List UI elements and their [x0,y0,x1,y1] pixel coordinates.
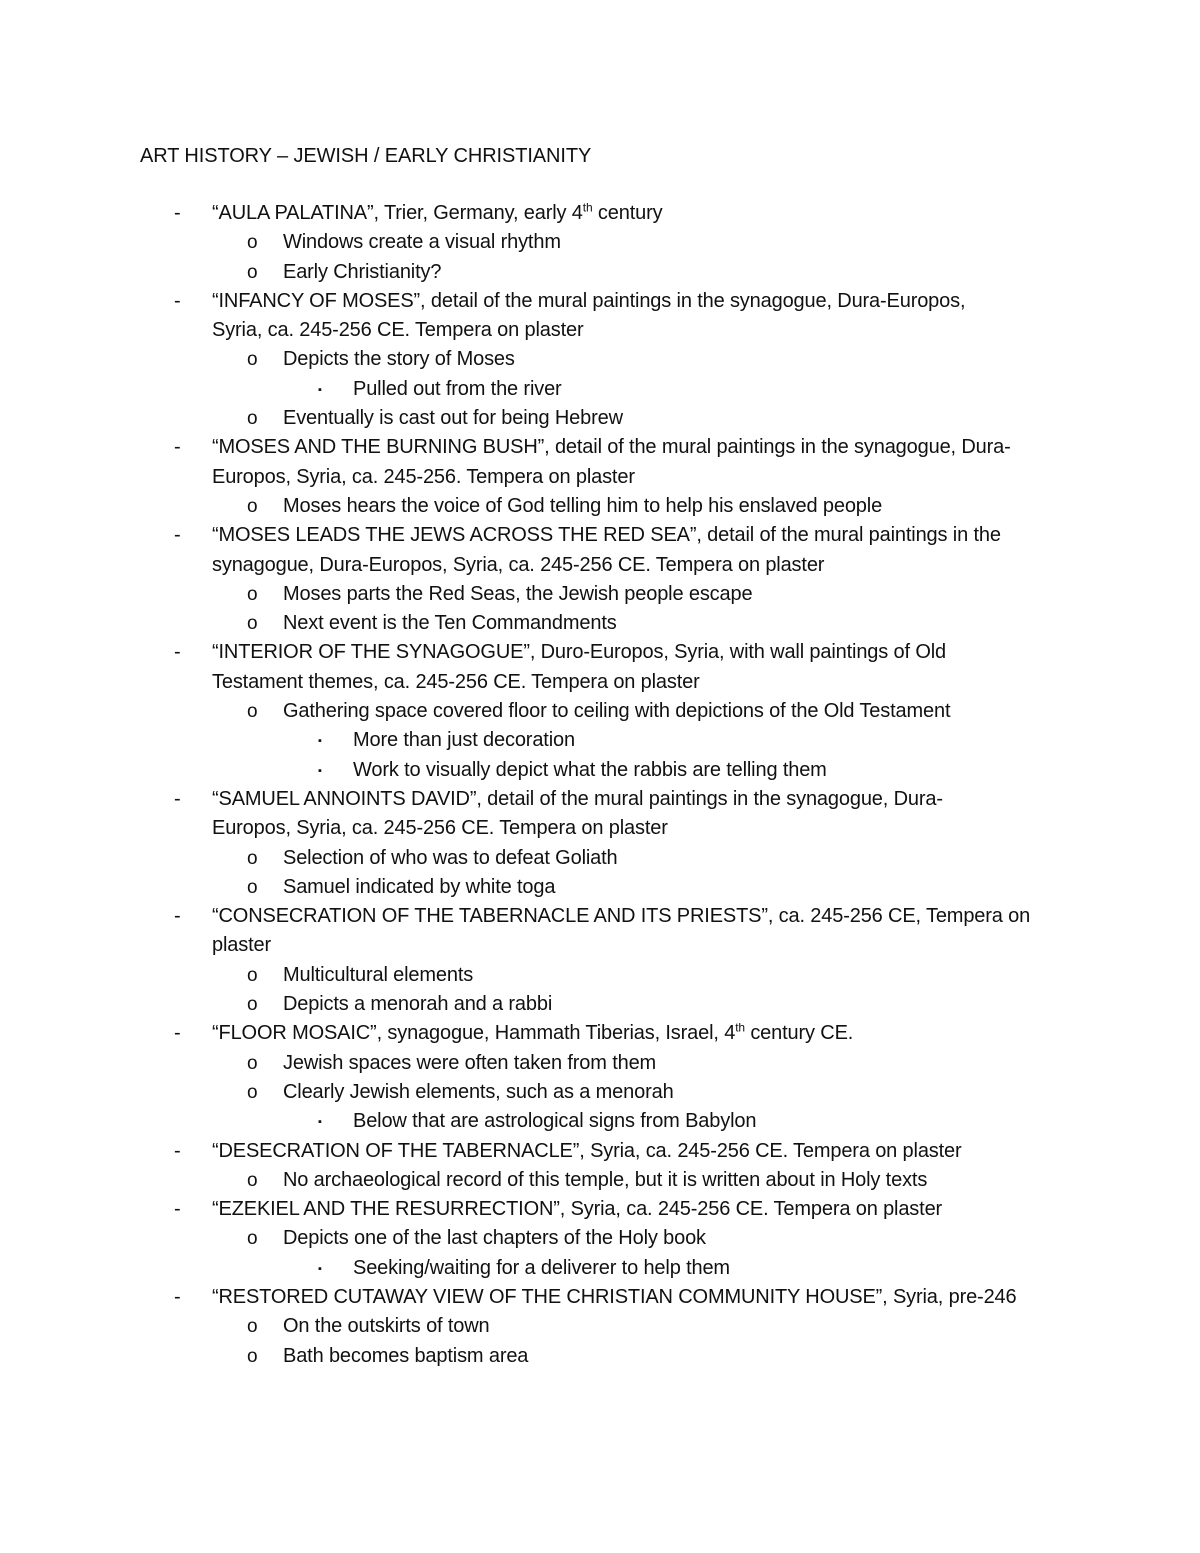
line-text [212,814,668,843]
sub-sub-bullet-item [0,375,1200,404]
line-text-main: Syria, ca. 245-256 CE. Tempera on plaster [212,319,584,342]
line-text-main: “INTERIOR OF THE SYNAGOGUE”, Duro-Europos, Syria, with wall paintings of Old [212,641,946,664]
line-text-main: Depicts a menorah and a rabbi [283,993,553,1016]
circle-bullet-icon: o [247,583,258,605]
line-text-main: Testament themes, ca. 245-256 CE. Tempera on plaster [212,670,700,693]
dash-bullet-icon: - [174,524,181,547]
line-text-main: Selection of who was to defeat Goliath [283,846,618,869]
circle-bullet-icon: o [247,964,258,986]
line-text [212,638,946,667]
circle-bullet-icon: o [247,349,258,371]
line-text-main: “MOSES LEADS THE JEWS ACROSS THE RED SEA”, detail of the mural paintings in the [212,524,1001,547]
line-text [212,1019,853,1048]
bullet-item [0,287,1200,316]
bullet-item [0,785,1200,814]
line-text-main: Eventually is cast out for being Hebrew [283,407,623,430]
line-text-main: More than just decoration [353,729,575,752]
line-text [212,521,1001,550]
line-text-main: Europos, Syria, ca. 245-256. Tempera on plaster [212,465,635,488]
line-text-main: synagogue, Dura-Europos, Syria, ca. 245-256 CE. Tempera on plaster [212,553,825,576]
line-text [283,1312,490,1341]
sub-bullet-item [0,1312,1200,1341]
bullet-item [0,1283,1200,1312]
line-text-main: Europos, Syria, ca. 245-256 CE. Tempera on plaster [212,817,668,840]
line-text [353,375,562,404]
circle-bullet-icon: o [247,1316,258,1338]
line-text [212,287,965,316]
dash-bullet-icon: - [174,905,181,928]
line-text [283,697,950,726]
square-bullet-icon: ▪ [318,764,322,777]
line-text [283,1166,927,1195]
line-text [212,1137,962,1166]
bullet-item [0,902,1200,931]
sub-bullet-item [0,404,1200,433]
line-text [212,463,635,492]
dash-bullet-icon: - [174,787,181,810]
line-text-after: century [592,202,663,224]
line-text-main: Multicultural elements [283,963,474,986]
line-text [283,961,473,990]
line-text [212,931,271,960]
line-text [212,433,1011,462]
continuation-line [0,551,1200,580]
line-text [283,1078,674,1107]
line-text [353,1254,730,1283]
circle-bullet-icon: o [247,495,258,517]
sub-bullet-item [0,345,1200,374]
sub-sub-bullet-item [0,1107,1200,1136]
sub-bullet-item [0,1342,1200,1371]
line-text-main: On the outskirts of town [283,1315,490,1338]
sub-bullet-item [0,1049,1200,1078]
circle-bullet-icon: o [247,232,258,254]
dash-bullet-icon: - [174,436,181,459]
line-text [353,1107,756,1136]
line-text-main: “RESTORED CUTAWAY VIEW OF THE CHRISTIAN COMMUNITY HOUSE”, Syria, pre-246 [212,1285,1017,1308]
circle-bullet-icon: o [247,261,258,283]
bullet-item [0,1019,1200,1048]
bullet-item [0,638,1200,667]
line-text-main: Bath becomes baptism area [283,1344,529,1367]
line-text-main: Work to visually depict what the rabbis are telling them [353,758,827,781]
dash-bullet-icon: - [174,1285,181,1308]
line-text-main: Depicts one of the last chapters of the Holy book [283,1227,706,1250]
line-text-after: century CE. [744,1022,854,1045]
line-text-main: Moses hears the voice of God telling him to help his enslaved people [283,494,883,517]
line-text-main: Seeking/waiting for a deliverer to help them [353,1256,730,1279]
ordinal-superscript: th [582,200,593,215]
dash-bullet-icon: - [174,289,181,312]
line-text [212,1283,1016,1312]
bullet-item [0,199,1200,228]
dash-bullet-icon: - [174,1139,181,1162]
sub-bullet-item [0,1224,1200,1253]
sub-sub-bullet-item [0,726,1200,755]
sub-bullet-item [0,697,1200,726]
line-text [353,756,827,785]
bullet-item [0,433,1200,462]
sub-bullet-item [0,990,1200,1019]
line-text [212,199,662,228]
dash-bullet-icon: - [174,1198,181,1221]
ordinal-superscript: th [735,1020,745,1035]
circle-bullet-icon: o [247,994,258,1016]
dash-bullet-icon: - [174,202,181,224]
square-bullet-icon: ▪ [318,1116,322,1129]
line-text-main: Jewish spaces were often taken from them [283,1051,657,1074]
square-bullet-icon: ▪ [318,1262,322,1275]
line-text-main: Below that are astrological signs from Babylon [353,1110,757,1133]
dash-bullet-icon: - [174,641,181,664]
line-text [283,345,515,374]
line-text-main: Moses parts the Red Seas, the Jewish people escape [283,582,753,605]
sub-bullet-item [0,844,1200,873]
line-text-main: Pulled out from the river [353,377,562,400]
line-text [283,492,882,521]
line-text-main: “INFANCY OF MOSES”, detail of the mural paintings in the synagogue, Dura-Europos, [212,289,966,312]
line-text [212,316,583,345]
line-text [283,609,617,638]
continuation-line [0,814,1200,843]
dash-bullet-icon: - [174,1022,181,1045]
continuation-line [0,463,1200,492]
bullet-item [0,1137,1200,1166]
line-text-main: “FLOOR MOSAIC”, synagogue, Hammath Tiberias, Israel, 4 [212,1022,736,1045]
bullet-item [0,1195,1200,1224]
sub-bullet-item [0,1078,1200,1107]
line-text-main: “EZEKIEL AND THE RESURRECTION”, Syria, ca. 245-256 CE. Tempera on plaster [212,1198,943,1221]
line-text-main: “AULA PALATINA”, Trier, Germany, early 4 [212,202,583,224]
line-text [283,580,752,609]
line-text [283,873,555,902]
circle-bullet-icon: o [247,1052,258,1074]
outline-list [0,199,1200,1371]
sub-sub-bullet-item [0,1254,1200,1283]
line-text [283,844,618,873]
line-text-main: “CONSECRATION OF THE TABERNACLE AND ITS PRIESTS”, ca. 245-256 CE, Tempera on [212,905,1031,928]
circle-bullet-icon: o [247,408,258,430]
sub-bullet-item [0,609,1200,638]
line-text-main: Gathering space covered floor to ceiling with depictions of the Old Testament [283,700,951,723]
line-text [283,1342,528,1371]
line-text-main: Next event is the Ten Commandments [283,612,617,635]
continuation-line [0,931,1200,960]
circle-bullet-icon: o [247,613,258,635]
line-text-main: Depicts the story of Moses [283,348,515,371]
line-text [212,902,1030,931]
sub-bullet-item [0,961,1200,990]
line-text-main: Early Christianity? [283,260,442,283]
circle-bullet-icon: o [247,1081,258,1103]
sub-bullet-item [0,1166,1200,1195]
line-text [283,1049,656,1078]
bullet-item [0,521,1200,550]
line-text [212,551,824,580]
circle-bullet-icon: o [247,1228,258,1250]
line-text [283,228,561,257]
circle-bullet-icon: o [247,847,258,869]
circle-bullet-icon: o [247,1169,258,1191]
line-text [283,1224,706,1253]
line-text-main: “SAMUEL ANNOINTS DAVID”, detail of the mural paintings in the synagogue, Dura- [212,787,943,810]
line-text [212,1195,942,1224]
line-text-main: No archaeological record of this temple, but it is written about in Holy texts [283,1168,928,1191]
line-text-main: plaster [212,934,271,957]
circle-bullet-icon: o [247,876,258,898]
line-text-main: “DESECRATION OF THE TABERNACLE”, Syria, ca. 245-256 CE. Tempera on plaster [212,1139,962,1162]
circle-bullet-icon: o [247,701,258,723]
line-text [212,785,943,814]
line-text-main: “MOSES AND THE BURNING BUSH”, detail of the mural paintings in the synagogue, Dura- [212,436,1011,459]
square-bullet-icon: ▪ [318,383,322,396]
line-text-main: Windows create a visual rhythm [283,231,561,254]
sub-bullet-item [0,580,1200,609]
continuation-line [0,316,1200,345]
line-text [212,668,700,697]
square-bullet-icon: ▪ [318,735,322,748]
line-text-main: Clearly Jewish elements, such as a menorah [283,1080,674,1103]
sub-bullet-item [0,492,1200,521]
line-text [283,990,552,1019]
sub-sub-bullet-item [0,756,1200,785]
continuation-line [0,668,1200,697]
sub-bullet-item [0,258,1200,287]
document-title: ART HISTORY – JEWISH / EARLY CHRISTIANITY [140,145,592,167]
sub-bullet-item [0,873,1200,902]
line-text-main: Samuel indicated by white toga [283,875,556,898]
sub-bullet-item [0,228,1200,257]
line-text [283,404,623,433]
line-text [283,258,441,287]
line-text [353,726,575,755]
circle-bullet-icon: o [247,1345,258,1367]
